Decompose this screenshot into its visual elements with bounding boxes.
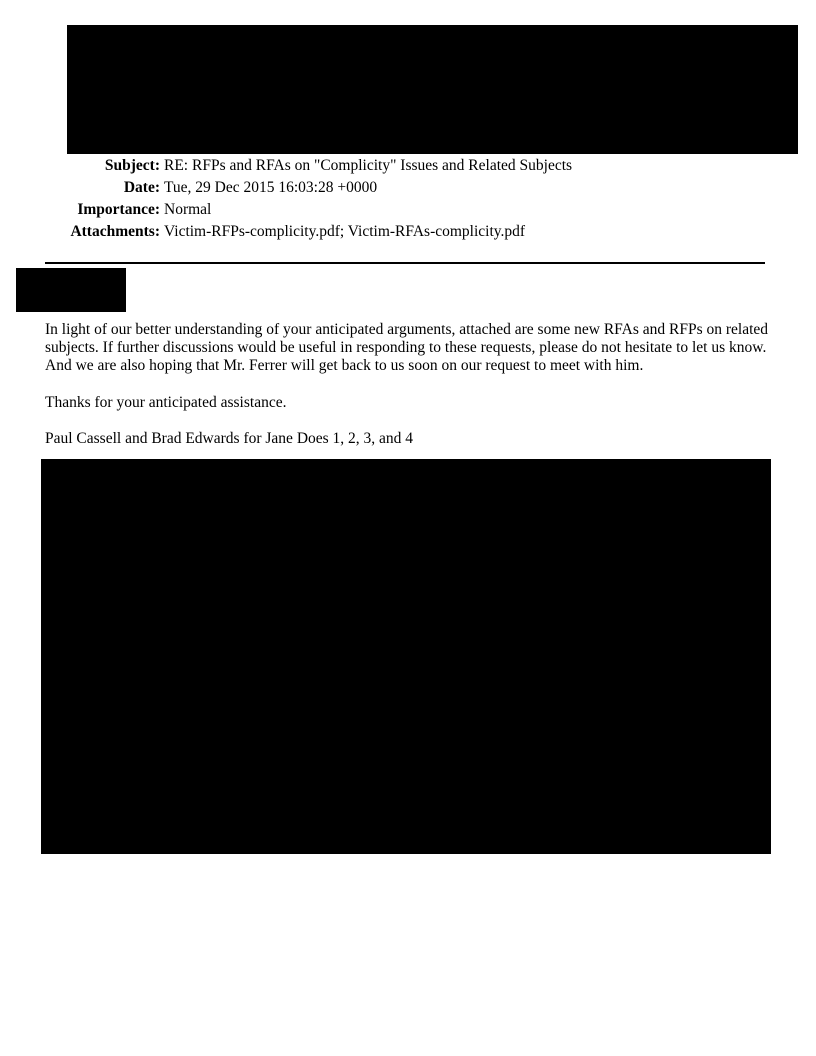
redaction-block-quoted-message <box>41 459 771 854</box>
subject-row <box>0 155 816 177</box>
body-paragraph-signature: Paul Cassell and Brad Edwards for Jane Does 1, 2, 3, and 4 <box>45 430 414 447</box>
subject-value: RE: RFPs and RFAs on "Complicity" Issues and Related Subjects <box>164 157 573 174</box>
attachments-value[interactable]: Victim-RFPs-complicity.pdf; Victim-RFAs-complicity.pdf <box>164 223 526 240</box>
importance-label: Importance: <box>77 201 160 218</box>
date-row <box>0 177 816 199</box>
body-paragraph-thanks: Thanks for your anticipated assistance. <box>45 394 287 411</box>
header-divider <box>45 262 765 264</box>
redaction-block-salutation <box>16 268 126 312</box>
date-label: Date: <box>123 179 160 196</box>
importance-value: Normal <box>164 201 212 218</box>
subject-label: Subject: <box>104 157 160 174</box>
importance-row <box>0 199 816 221</box>
date-value: Tue, 29 Dec 2015 16:03:28 +0000 <box>164 179 378 196</box>
email-header <box>0 155 816 243</box>
redaction-block-header <box>67 25 798 154</box>
attachments-row <box>0 221 816 243</box>
body-paragraph-request: In light of our better understanding of your anticipated arguments, attached are some new RFAs and RFPs on related subjects. If further discussions would be useful in responding to these requests, please do not hesitate to let us know. And we are also hoping that Mr. Ferrer will get back to us soon on our request to meet with him. <box>45 321 769 374</box>
attachments-label: Attachments: <box>70 223 160 240</box>
